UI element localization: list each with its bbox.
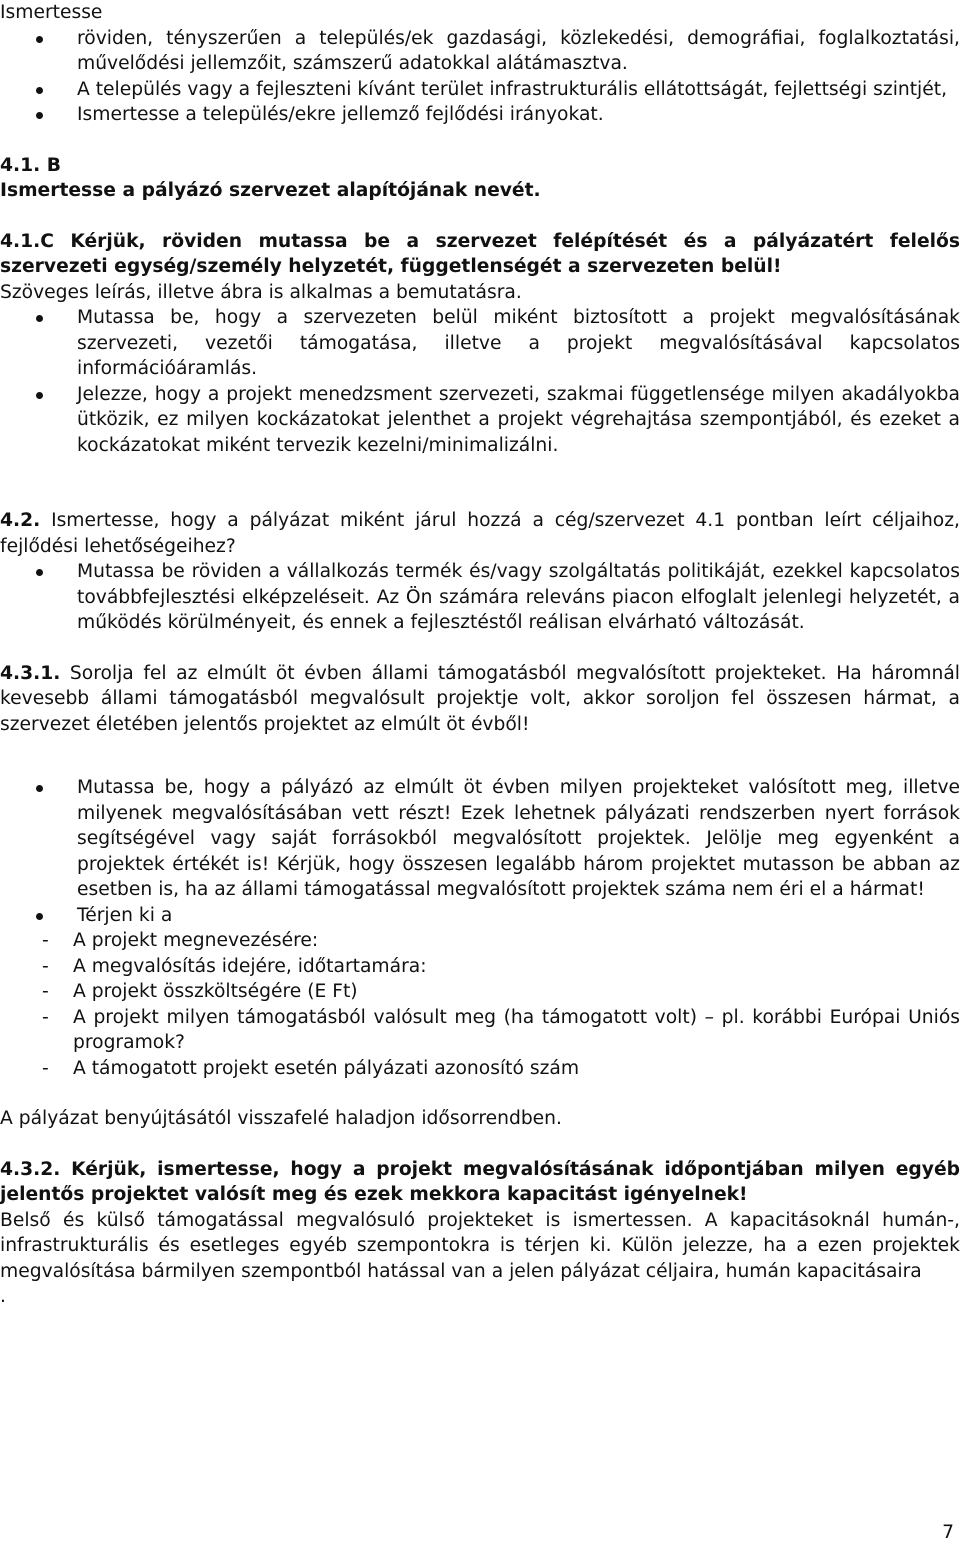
- intro-bullet-list: [0, 26, 960, 128]
- intro-bullet: röviden, tényszerűen a település/ek gazdasági, közlekedési, demográfiai, foglalkoztatási, művelődési jellemzőit, számszerű adatokkal alátámasztva.: [0, 26, 960, 77]
- section-4-3-1-bullet: Térjen ki a: [0, 903, 960, 929]
- section-4-2: [0, 508, 960, 559]
- section-4-1-b-number: 4.1. B: [0, 154, 61, 176]
- dash-item: - A projekt milyen támogatásból valósult meg (ha támogatott volt) – pl. korábbi Európai Uniós programok?: [0, 1005, 960, 1056]
- section-4-2-number: 4.2.: [0, 510, 41, 531]
- intro-bullet: A település vagy a fejleszteni kívánt terület infrastrukturális ellátottságát, fejlettségi szintjét,: [0, 77, 960, 103]
- dash-item: - A projekt összköltségére (E Ft): [0, 979, 960, 1005]
- section-4-1-c-bullet: Jelezze, hogy a projekt menedzsment szervezeti, szakmai függetlensége milyen akadályokba ütközik, ez milyen kockázatokat jelenthet a projekt végrehajtása szempontjából, és ezeket a kockázatokat miként tervezik kezelni/minimalizálni.: [0, 382, 960, 459]
- section-4-3-2-text: Belső és külső támogatással megvalósuló projekteket is ismertessen. A kapacitásoknál humán-, infrastrukturális és esetleges egyéb szempontokra is térjen ki. Külön jelezze, ha a ezen projektek megvalósítása bármilyen szempontból hatással van a jelen pályázat céljaira, humán kapacitásaira: [0, 1209, 960, 1282]
- section-4-3-1: [0, 661, 960, 738]
- section-4-1-c-title: 4.1.C Kérjük, röviden mutassa be a szervezet felépítését és a pályázatért felelős szervezeti egység/személy helyzetét, függetlenségét a szervezeten belül!: [0, 230, 960, 277]
- section-4-3-1-dash-list: [0, 928, 960, 1081]
- section-4-1-b-title: Ismertesse a pályázó szervezet alapítójának nevét.: [0, 180, 541, 201]
- section-4-1-c-note: Szöveges leírás, illetve ábra is alkalmas a bemutatásra.: [0, 281, 522, 303]
- section-4-3-1-closing: A pályázat benyújtásától visszafelé haladjon idősorrendben.: [0, 1108, 562, 1129]
- section-4-3-2-trailing: .: [0, 1286, 6, 1307]
- section-4-2-text: Ismertesse, hogy a pályázat miként járul hozzá a cég/szervezet 4.1 pontban leírt céljaihoz, fejlődési lehetőségeihez?: [0, 510, 960, 557]
- page-number: 7: [942, 1522, 954, 1543]
- section-4-1-c-bullets: [0, 305, 960, 458]
- intro-heading: Ismertesse: [0, 2, 103, 23]
- section-4-1-c-bullet: Mutassa be, hogy a szervezeten belül miként biztosított a projekt megvalósításának szervezeti, vezetői támogatása, illetve a projekt megvalósításával kapcsolatos információáramlás.: [0, 305, 960, 382]
- dash-item: - A megvalósítás idejére, időtartamára:: [0, 954, 960, 980]
- section-4-2-bullets: [0, 559, 960, 636]
- section-4-3-1-number: 4.3.1.: [0, 662, 61, 684]
- section-4-2-bullet: Mutassa be röviden a vállalkozás termék és/vagy szolgáltatás politikáját, ezekkel kapcsolatos továbbfejlesztési elképzeléseit. Az Ön számára releváns piacon elfoglalt jelenlegi helyzetét, a működés körülményeit, és ennek a fejlesztéstől reálisan elvárható változását.: [0, 559, 960, 636]
- dash-item: - A támogatott projekt esetén pályázati azonosító szám: [0, 1056, 960, 1082]
- section-4-3-1-text: Sorolja fel az elmúlt öt évben állami támogatásból megvalósított projekteket. Ha háromnál kevesebb állami támogatásból megvalósult projektje volt, akkor soroljon fel összesen hármat, a szervezet életében jelentős projektet az elmúlt öt évből!: [0, 662, 960, 735]
- section-4-3-1-bullet: Mutassa be, hogy a pályázó az elmúlt öt évben milyen projekteket valósított meg, illetve milyenek megvalósításában vett részt! Ezek lehetnek pályázati rendszerben nyert források segítségével vagy saját forrásokból megvalósított projektek. Jelölje meg egyenként a projektek értékét is! Kérjük, hogy összesen legalább három projektet mutasson be abban az esetben is, ha az állami támogatással megvalósított projektek száma nem éri el a hármat!: [0, 775, 960, 903]
- section-4-3-1-bullets: [0, 775, 960, 928]
- section-4-3-2-title: 4.3.2. Kérjük, ismertesse, hogy a projekt megvalósításának időpontjában milyen egyéb jelentős projektet valósít meg és ezek mekkora kapacitást igényelnek!: [0, 1158, 960, 1205]
- dash-item: - A projekt megnevezésére:: [0, 928, 960, 954]
- intro-bullet: Ismertesse a település/ekre jellemző fejlődési irányokat.: [0, 102, 960, 128]
